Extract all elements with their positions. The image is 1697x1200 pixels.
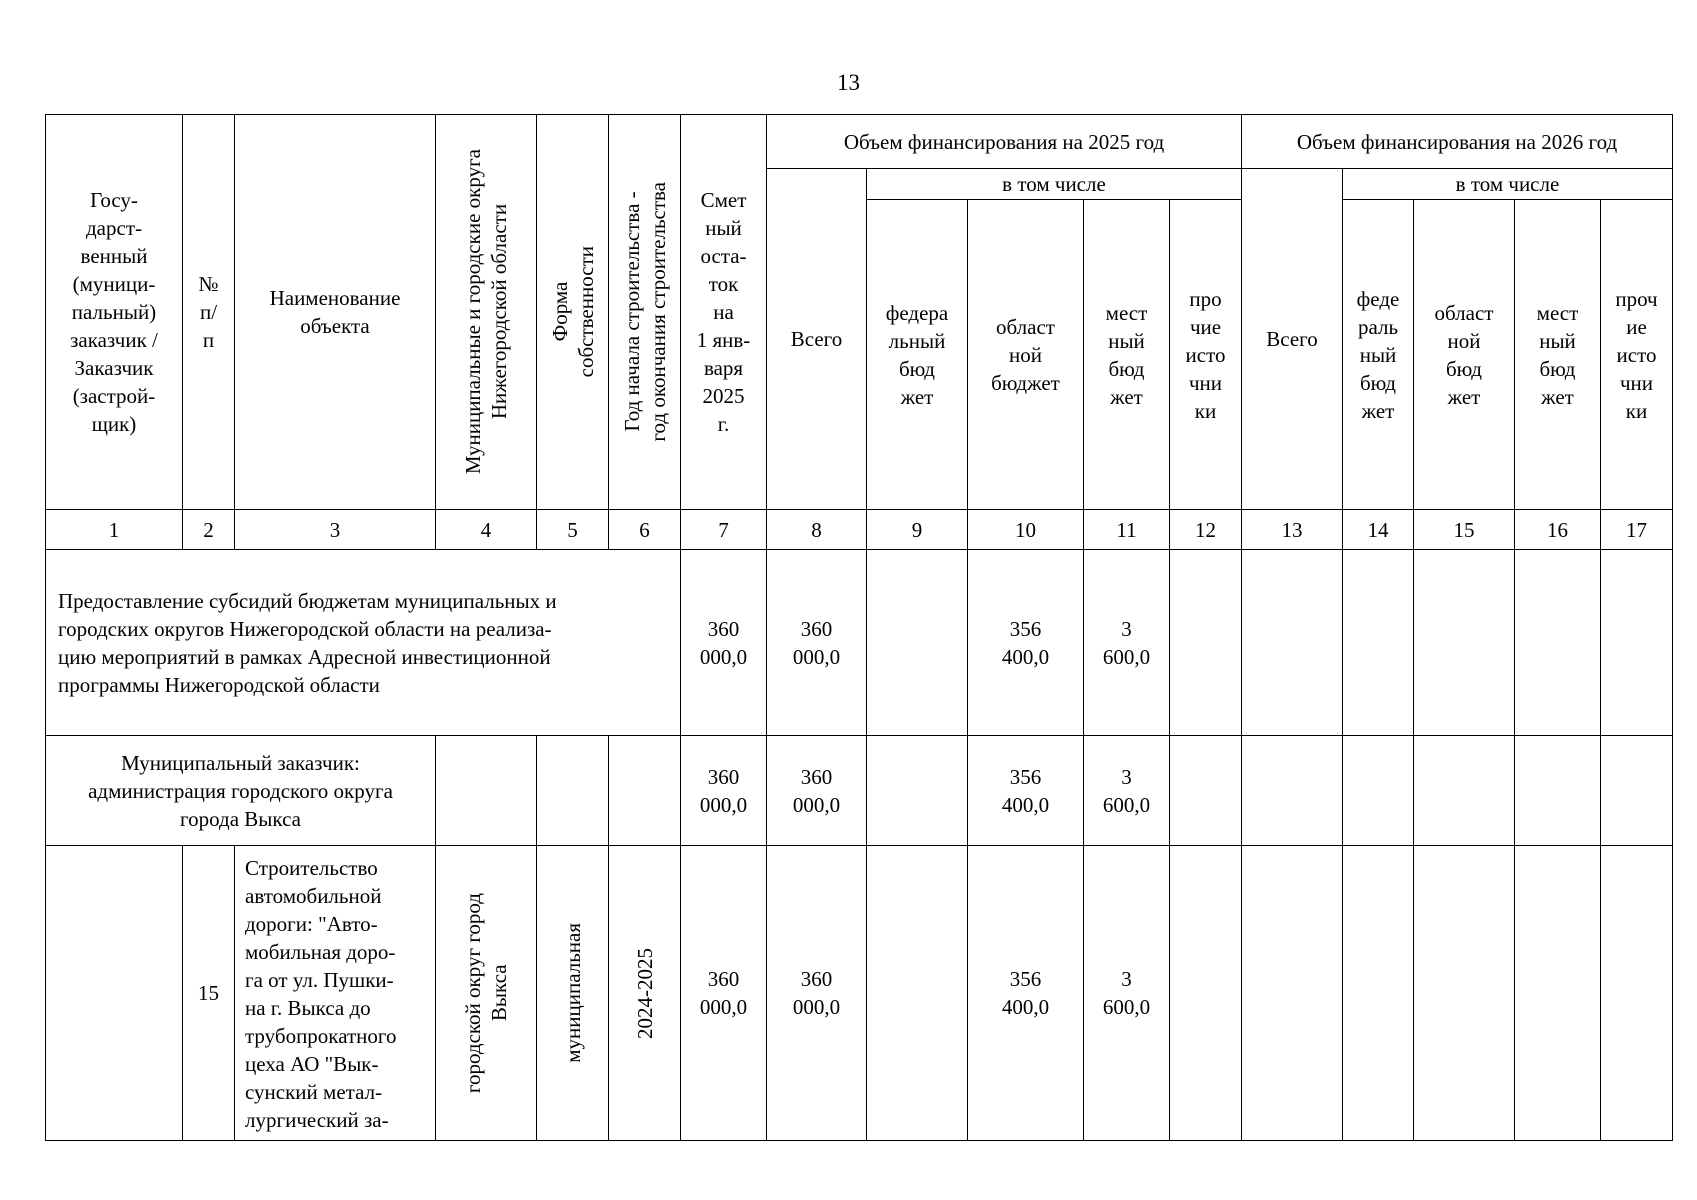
object-local-2025: 3 600,0 <box>1084 846 1170 1141</box>
header-number: № п/ п <box>183 115 235 510</box>
col-number: 15 <box>1414 510 1515 550</box>
col-number: 1 <box>46 510 183 550</box>
investment-program-table <box>45 114 1673 1141</box>
header-local-2025: мест ный бюд жет <box>1084 200 1170 510</box>
col-number: 17 <box>1601 510 1673 550</box>
empty-cell <box>1601 550 1673 736</box>
page-number: 13 <box>837 70 860 95</box>
empty-cell <box>436 736 537 846</box>
header-total-2025: Всего <box>767 169 867 510</box>
object-regional-2025: 356 400,0 <box>968 846 1084 1141</box>
customer-total-2025: 360 000,0 <box>767 736 867 846</box>
empty-cell <box>1515 550 1601 736</box>
empty-cell <box>1242 736 1343 846</box>
customer-estimate: 360 000,0 <box>681 736 767 846</box>
header-including-2026: в том числе <box>1343 169 1673 200</box>
subsidy-description: Предоставление субсидий бюджетам муниципальных и городских округов Нижегородской области на реализа- цию мероприятий в рамках Адресной инвестиционной программы Нижегородской области <box>46 550 681 736</box>
object-name: Строительство автомобильной дороги: "Авто- мобильная доро- га от ул. Пушки- на г. Выкса до трубопрокатного цеха АО "Вык- сунский метал- лургический за- <box>235 846 436 1141</box>
header-federal-2026: феде раль ный бюд жет <box>1343 200 1414 510</box>
customer-label: Муниципальный заказчик: администрация городского округа города Выкса <box>46 736 436 846</box>
empty-cell <box>1601 736 1673 846</box>
empty-cell <box>1170 846 1242 1141</box>
header-object-name: Наименование объекта <box>235 115 436 510</box>
header-including-2025: в том числе <box>867 169 1242 200</box>
object-ownership: муниципальная <box>537 846 609 1141</box>
empty-cell <box>1414 846 1515 1141</box>
customer-regional-2025: 356 400,0 <box>968 736 1084 846</box>
col-number: 4 <box>436 510 537 550</box>
object-total-2025: 360 000,0 <box>767 846 867 1141</box>
empty-cell <box>1170 736 1242 846</box>
subsidy-regional-2025: 356 400,0 <box>968 550 1084 736</box>
subsidy-estimate: 360 000,0 <box>681 550 767 736</box>
col-number: 16 <box>1515 510 1601 550</box>
empty-cell <box>609 736 681 846</box>
empty-cell <box>1343 550 1414 736</box>
object-estimate: 360 000,0 <box>681 846 767 1141</box>
empty-cell <box>1414 736 1515 846</box>
table-row-customer <box>46 736 1673 846</box>
empty-cell <box>1515 846 1601 1141</box>
header-funding-2026: Объем финансирования на 2026 год <box>1242 115 1673 169</box>
subsidy-total-2025: 360 000,0 <box>767 550 867 736</box>
header-customer: Госу- дарст- венный (муници- пальный) заказчик / Заказчик (застрой- щик) <box>46 115 183 510</box>
customer-local-2025: 3 600,0 <box>1084 736 1170 846</box>
subsidy-local-2025: 3 600,0 <box>1084 550 1170 736</box>
header-regional-2025: област ной бюджет <box>968 200 1084 510</box>
col-number: 13 <box>1242 510 1343 550</box>
table-row-object <box>46 846 1673 1141</box>
header-municipality: Муниципальные и городские округа Нижегородской области <box>436 115 537 510</box>
empty-cell <box>46 846 183 1141</box>
col-number: 6 <box>609 510 681 550</box>
empty-cell <box>867 736 968 846</box>
col-number: 10 <box>968 510 1084 550</box>
empty-cell <box>1601 846 1673 1141</box>
col-number: 8 <box>767 510 867 550</box>
empty-cell <box>1242 550 1343 736</box>
empty-cell <box>537 736 609 846</box>
header-regional-2026: област ной бюд жет <box>1414 200 1515 510</box>
col-number: 3 <box>235 510 436 550</box>
col-number: 9 <box>867 510 968 550</box>
col-number: 5 <box>537 510 609 550</box>
empty-cell <box>1343 736 1414 846</box>
empty-cell <box>1242 846 1343 1141</box>
empty-cell <box>1515 736 1601 846</box>
header-other-2026: проч ие исто чни ки <box>1601 200 1673 510</box>
col-number: 2 <box>183 510 235 550</box>
header-years: Год начала строительства - год окончания строительства <box>609 115 681 510</box>
col-number: 14 <box>1343 510 1414 550</box>
header-other-2025: про чие исто чни ки <box>1170 200 1242 510</box>
col-number: 11 <box>1084 510 1170 550</box>
header-funding-2025: Объем финансирования на 2025 год <box>767 115 1242 169</box>
header-federal-2025: федера льный бюд жет <box>867 200 968 510</box>
col-number: 7 <box>681 510 767 550</box>
empty-cell <box>1170 550 1242 736</box>
column-numbers-row <box>46 510 1673 550</box>
empty-cell <box>1343 846 1414 1141</box>
header-local-2026: мест ный бюд жет <box>1515 200 1601 510</box>
object-years: 2024-2025 <box>609 846 681 1141</box>
empty-cell <box>867 550 968 736</box>
object-municipality: городской округ город Выкса <box>436 846 537 1141</box>
header-ownership: Форма собственности <box>537 115 609 510</box>
table-row-subsidy <box>46 550 1673 736</box>
col-number: 12 <box>1170 510 1242 550</box>
header-estimate: Смет ный оста- ток на 1 янв- варя 2025 г. <box>681 115 767 510</box>
header-total-2026: Всего <box>1242 169 1343 510</box>
empty-cell <box>867 846 968 1141</box>
object-number: 15 <box>183 846 235 1141</box>
empty-cell <box>1414 550 1515 736</box>
